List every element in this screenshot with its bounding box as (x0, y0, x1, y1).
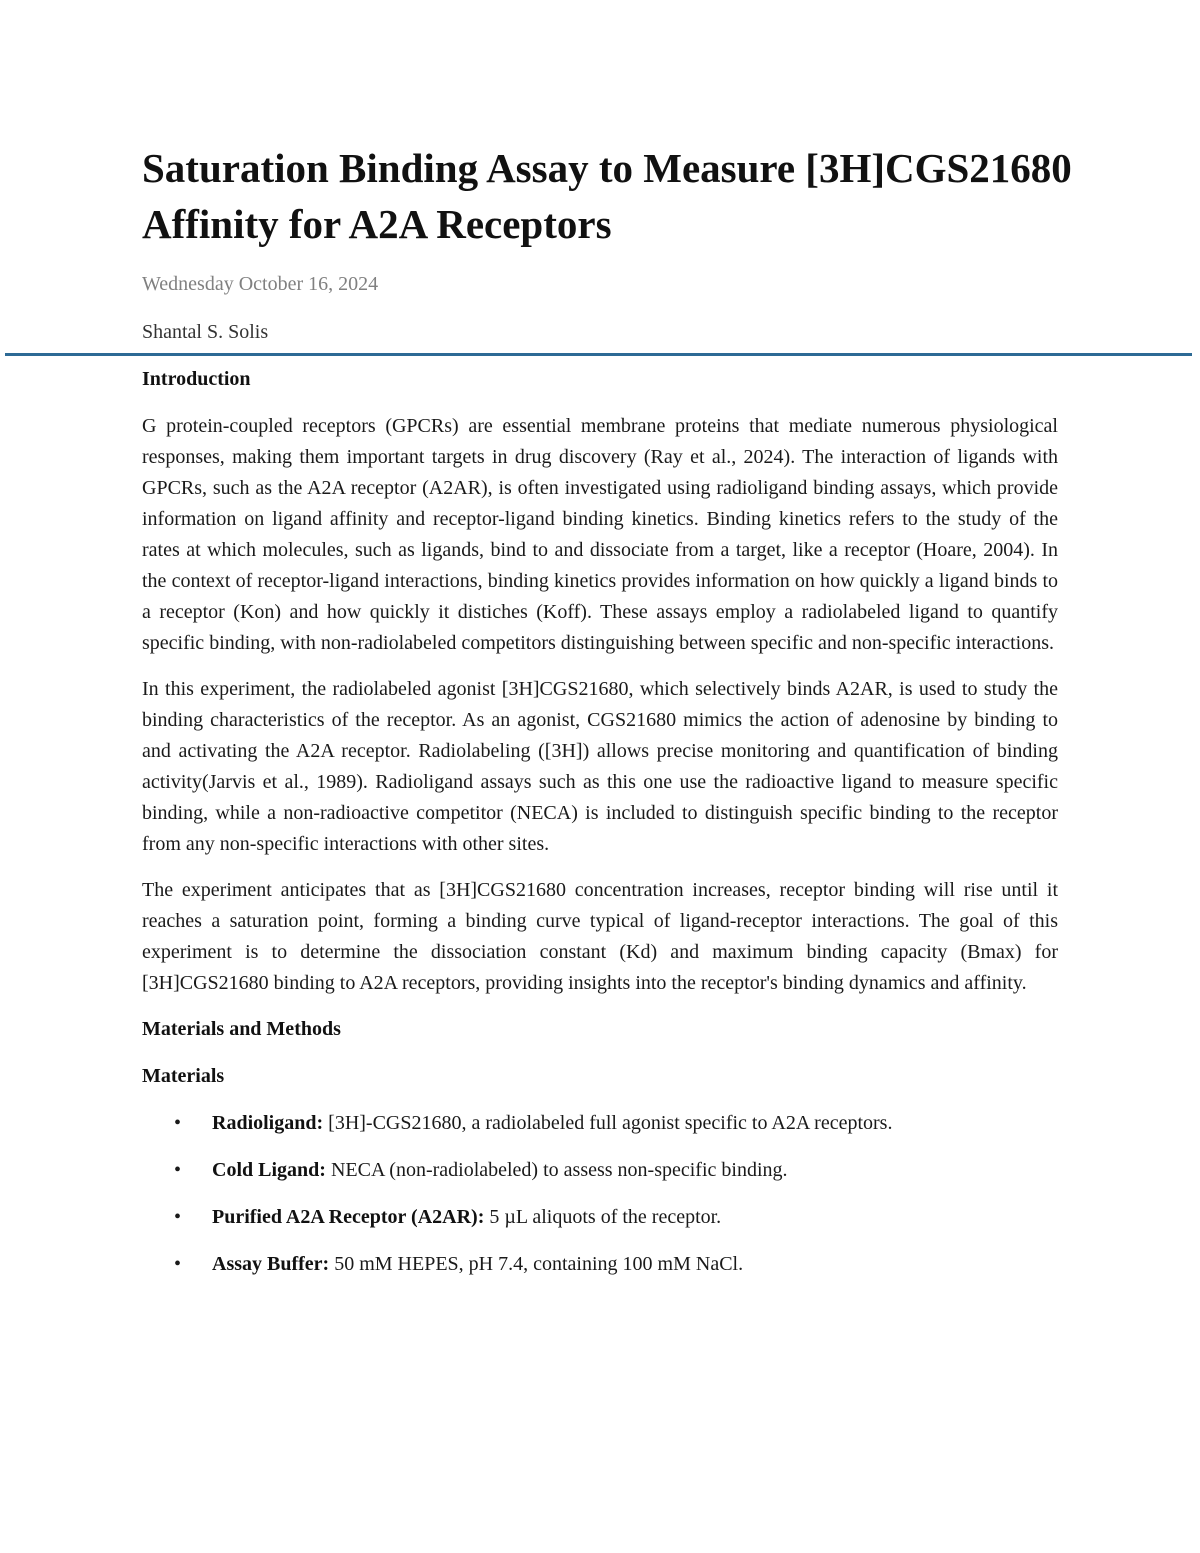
introduction-paragraph-3: The experiment anticipates that as [3H]CGS21680 concentration increases, receptor binding will rise until it reaches a saturation point, forming a binding curve typical of ligand-receptor interactions. The goal of this experiment is to determine the dissociation constant (Kd) and maximum binding capacity (Bmax) for [3H]CGS21680 binding to A2A receptors, providing insights into the receptor's binding dynamics and affinity. (142, 879, 1058, 994)
document-date: Wednesday October 16, 2024 (142, 273, 379, 295)
document-author: Shantal S. Solis (142, 321, 269, 343)
material-description: 5 µL aliquots of the receptor. (489, 1206, 722, 1228)
list-item (142, 1249, 1058, 1280)
document-body (142, 364, 1058, 1296)
list-item (142, 1155, 1058, 1186)
materials-heading: Materials (142, 1065, 225, 1087)
header-divider (5, 353, 1192, 356)
material-label: Assay Buffer: (212, 1253, 330, 1275)
introduction-heading: Introduction (142, 368, 251, 390)
material-label: Radioligand: (212, 1112, 324, 1134)
bullet-icon: • (174, 1159, 182, 1181)
material-description: [3H]-CGS21680, a radiolabeled full agonist specific to A2A receptors. (328, 1112, 893, 1134)
material-label: Purified A2A Receptor (A2AR): (212, 1206, 485, 1228)
list-item (142, 1202, 1058, 1233)
material-description: NECA (non-radiolabeled) to assess non-specific binding. (330, 1159, 788, 1181)
bullet-icon: • (174, 1112, 182, 1134)
list-item (142, 1108, 1058, 1139)
introduction-paragraph-2: In this experiment, the radiolabeled agonist [3H]CGS21680, which selectively binds A2AR, is used to study the binding characteristics of the receptor. As an agonist, CGS21680 mimics the action of adenosine by binding to and activating the A2A receptor. Radiolabeling ([3H]) allows precise monitoring and quantification of binding activity(Jarvis et al., 1989). Radioligand assays such as this one use the radioactive ligand to measure specific binding, while a non-radioactive competitor (NECA) is included to distinguish specific binding to the receptor from any non-specific interactions with other sites. (142, 678, 1058, 855)
bullet-icon: • (174, 1253, 182, 1275)
bullet-icon: • (174, 1206, 182, 1228)
materials-list (142, 1108, 1058, 1280)
material-description: 50 mM HEPES, pH 7.4, containing 100 mM NaCl. (334, 1253, 744, 1275)
document-title: Saturation Binding Assay to Measure [3H]CGS21680 Affinity for A2A Receptors (142, 145, 1072, 247)
materials-and-methods-heading: Materials and Methods (142, 1018, 341, 1040)
introduction-paragraph-1: G protein-coupled receptors (GPCRs) are essential membrane proteins that mediate numerous physiological responses, making them important targets in drug discovery (Ray et al., 2024). The interaction of ligands with GPCRs, such as the A2A receptor (A2AR), is often investigated using radioligand binding assays, which provide information on ligand affinity and receptor-ligand binding kinetics. Binding kinetics refers to the study of the rates at which molecules, such as ligands, bind to and dissociate from a target, like a receptor (Hoare, 2004). In the context of receptor-ligand interactions, binding kinetics provides information on how quickly a ligand binds to a receptor (Kon) and how quickly it distiches (Koff). These assays employ a radiolabeled ligand to quantify specific binding, with non-radiolabeled competitors distinguishing between specific and non-specific interactions. (142, 415, 1058, 654)
material-label: Cold Ligand: (212, 1159, 326, 1181)
